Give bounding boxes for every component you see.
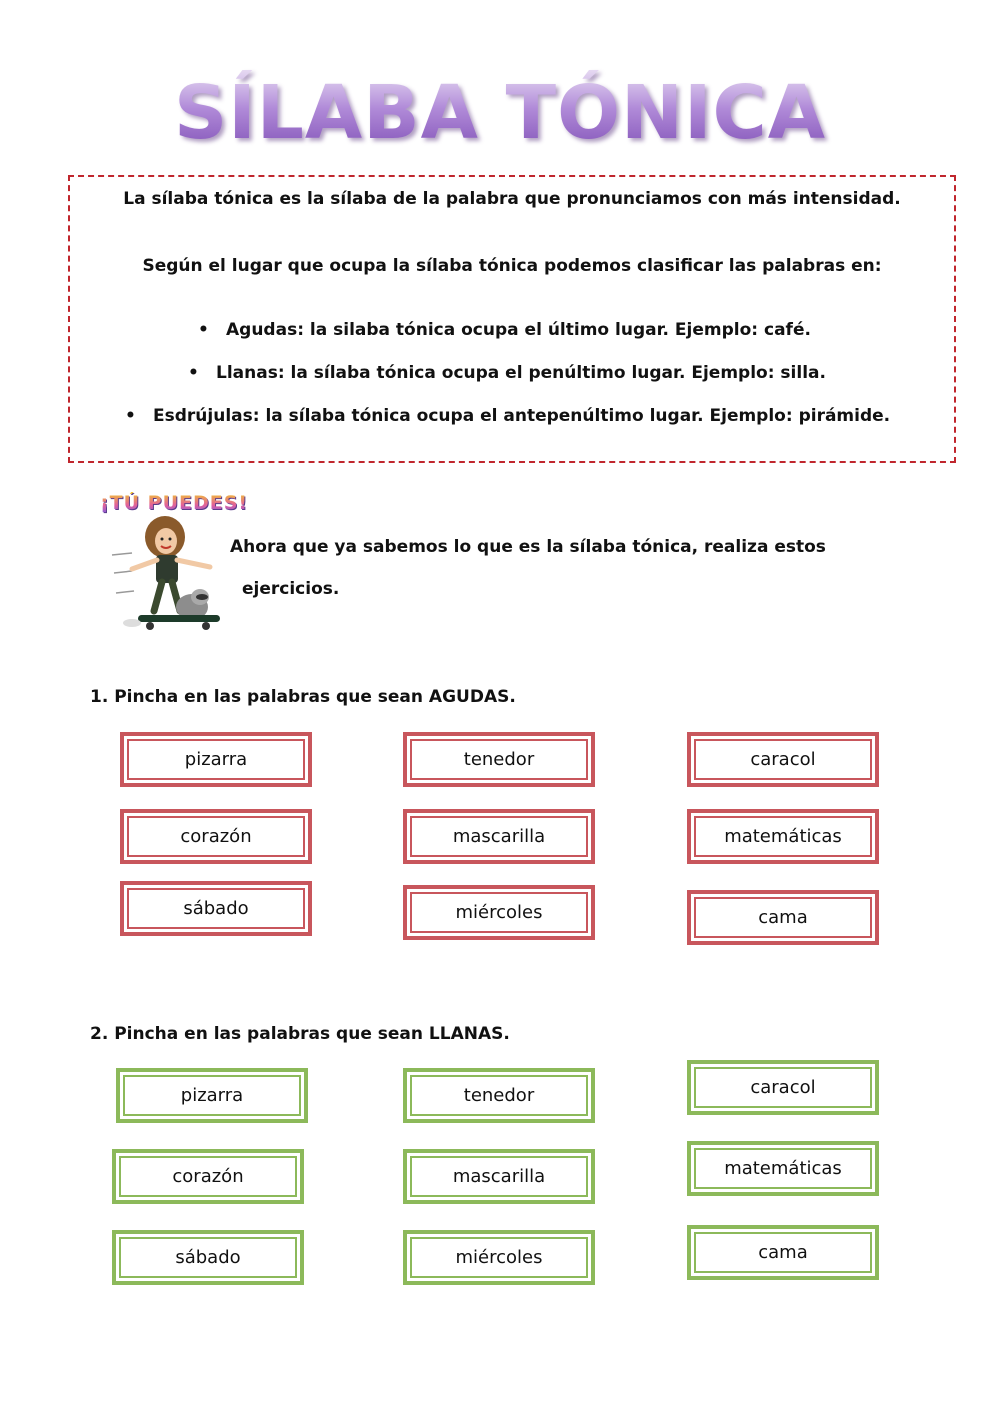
llanas-word-pizarra[interactable]: pizarra: [116, 1068, 308, 1123]
llanas-word-miercoles[interactable]: miércoles: [403, 1230, 595, 1285]
intro-line-1: Ahora que ya sabemos lo que es la sílaba tónica, realiza estos: [230, 537, 826, 557]
agudas-word-cama[interactable]: cama: [687, 890, 879, 945]
agudas-word-sabado[interactable]: sábado: [120, 881, 312, 936]
agudas-word-mascarilla[interactable]: mascarilla: [403, 809, 595, 864]
llanas-word-tenedor[interactable]: tenedor: [403, 1068, 595, 1123]
llanas-word-corazon[interactable]: corazón: [112, 1149, 304, 1204]
exercise-2-question: 2. Pincha en las palabras que sean LLANAS.: [90, 1024, 510, 1044]
agudas-word-matematicas[interactable]: matemáticas: [687, 809, 879, 864]
agudas-word-caracol[interactable]: caracol: [687, 732, 879, 787]
agudas-word-pizarra[interactable]: pizarra: [120, 732, 312, 787]
classify-text: Según el lugar que ocupa la sílaba tónica podemos clasificar las palabras en:: [142, 256, 882, 276]
llanas-word-sabado[interactable]: sábado: [112, 1230, 304, 1285]
llanas-word-mascarilla[interactable]: mascarilla: [403, 1149, 595, 1204]
bullet-esdrujulas: • Esdrújulas: la sílaba tónica ocupa el antepenúltimo lugar. Ejemplo: pirámide.: [125, 406, 891, 426]
agudas-word-tenedor[interactable]: tenedor: [403, 732, 595, 787]
bullet-icon: •: [188, 363, 199, 383]
definition-text: La sílaba tónica es la sílaba de la palabra que pronunciamos con más intensidad.: [123, 189, 901, 209]
info-box: [68, 175, 956, 463]
bullet-llanas: • Llanas: la sílaba tónica ocupa el penúltimo lugar. Ejemplo: silla.: [188, 363, 826, 383]
exercise-1-question: 1. Pincha en las palabras que sean AGUDAS.: [90, 687, 516, 707]
llanas-word-matematicas[interactable]: matemáticas: [687, 1141, 879, 1196]
bullet-agudas: • Agudas: la silaba tónica ocupa el último lugar. Ejemplo: café.: [198, 320, 811, 340]
llanas-word-caracol[interactable]: caracol: [687, 1060, 879, 1115]
bullet-icon: •: [198, 320, 209, 340]
llanas-word-cama[interactable]: cama: [687, 1225, 879, 1280]
agudas-word-miercoles[interactable]: miércoles: [403, 885, 595, 940]
tu-puedes-badge: ¡TÚ PUEDES!: [100, 492, 249, 514]
skateboarder-avatar-icon: [110, 515, 230, 645]
agudas-word-corazon[interactable]: corazón: [120, 809, 312, 864]
page-title: SÍLABA TÓNICA: [0, 70, 1000, 156]
bullet-icon: •: [125, 406, 136, 426]
intro-line-2: ejercicios.: [242, 579, 340, 599]
